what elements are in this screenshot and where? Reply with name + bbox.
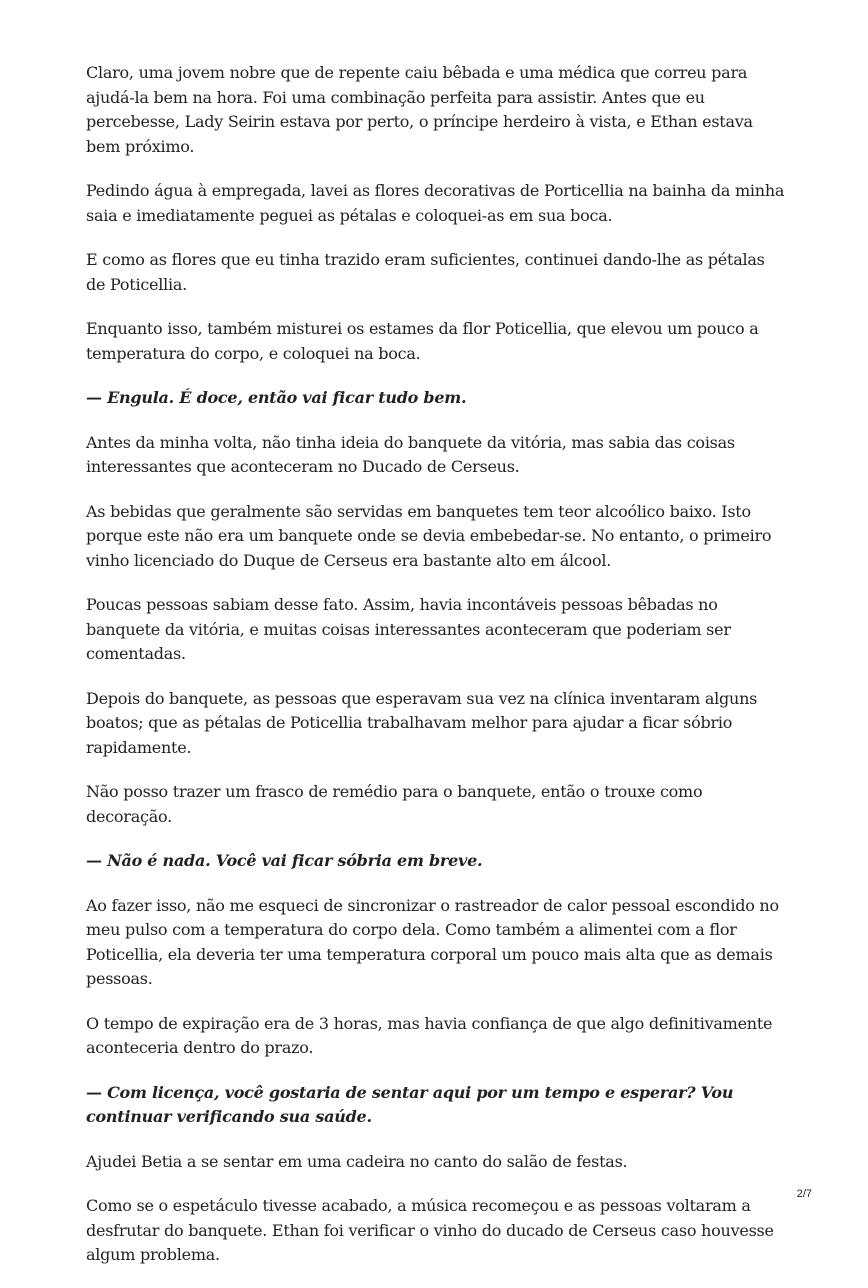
dialog-line: — Não é nada. Você vai ficar sóbria em breve. (86, 851, 483, 870)
paragraph: Ao fazer isso, não me esqueci de sincronizar o rastreador de calor pessoal escondido no meu pulso com a temperatura do corpo dela. Como também a alimentei com a flor Poticellia, ela deveria ter uma temperatura corporal um pouco mais alta que as demais pessoas. (86, 895, 779, 988)
paragraph: Poucas pessoas sabiam desse fato. Assim, havia incontáveis pessoas bêbadas no banquete da vitória, e muitas coisas interessantes aconteceram que poderiam ser comentadas. (86, 595, 731, 663)
paragraph: Não posso trazer um frasco de remédio para o banquete, então o trouxe como decoração. (86, 782, 703, 826)
document-body (86, 61, 786, 1288)
paragraph: O tempo de expiração era de 3 horas, mas havia confiança de que algo definitivamente aconteceria dentro do prazo. (86, 1013, 773, 1057)
paragraph: Antes da minha volta, não tinha ideia do banquete da vitória, mas sabia das coisas interessantes que aconteceram no Ducado de Cerseus. (86, 432, 735, 476)
paragraph: As bebidas que geralmente são servidas em banquetes tem teor alcoólico baixo. Isto porque este não era um banquete onde se devia embebedar-se. No entanto, o primeiro vinho licenciado do Duque de Cerseus era bastante alto em álcool. (86, 501, 772, 570)
paragraph: E como as flores que eu tinha trazido eram suficientes, continuei dando-lhe as pétalas de Poticellia. (86, 250, 765, 294)
paragraph: Claro, uma jovem nobre que de repente caiu bêbada e uma médica que correu para ajudá-la bem na hora. Foi uma combinação perfeita para assistir. Antes que eu percebesse, Lady Seirin estava por perto, o príncipe herdeiro à vista, e Ethan estava bem próximo. (86, 63, 753, 156)
paragraph: Enquanto isso, também misturei os estames da flor Poticellia, que elevou um pouco a temperatura do corpo, e coloquei na boca. (86, 319, 759, 363)
paragraph: Depois do banquete, as pessoas que esperavam sua vez na clínica inventaram alguns boatos; que as pétalas de Poticellia trabalhavam melhor para ajudar a ficar sóbrio rapidamente. (86, 688, 758, 757)
dialog-line: — Com licença, você gostaria de sentar aqui por um tempo e esperar? Vou continuar verificando sua saúde. (86, 1082, 734, 1126)
page-number: 2/7 (796, 1188, 812, 1200)
paragraph: Como se o espetáculo tivesse acabado, a música recomeçou e as pessoas voltaram a desfrutar do banquete. Ethan foi verificar o vinho do ducado de Cerseus caso houvesse algum problema. (86, 1196, 774, 1264)
dialog-line: — Engula. É doce, então vai ficar tudo bem. (86, 388, 467, 407)
paragraph: Ajudei Betia a se sentar em uma cadeira no canto do salão de festas. (86, 1151, 628, 1171)
paragraph: Pedindo água à empregada, lavei as flores decorativas de Porticellia na bainha da minha saia e imediatamente peguei as pétalas e coloquei-as em sua boca. (86, 181, 785, 225)
